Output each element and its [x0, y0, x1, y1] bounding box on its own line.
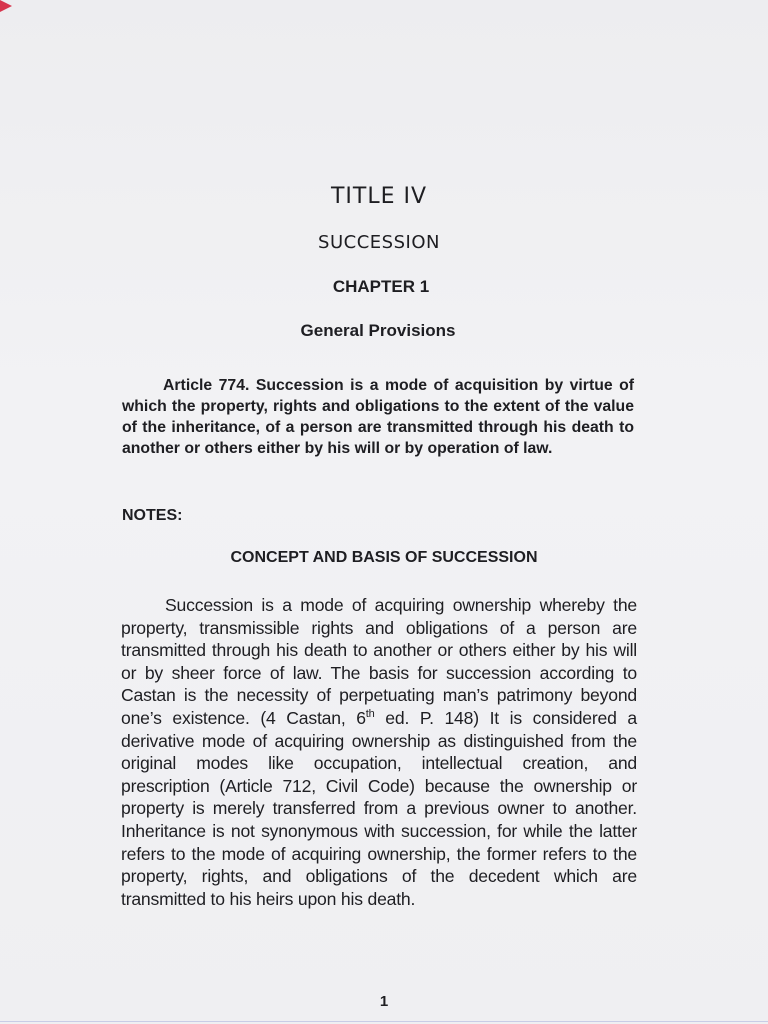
article-774-text: Article 774. Succession is a mode of acquisition by virtue of which the property, rights and obligations to the extent of the value of the inheritance, of a person are transmitted through his death to another or others either by his will or by operation of law.	[122, 377, 634, 457]
body-text-part-2: ed. P. 148) It is considered a derivative mode of acquiring ownership as distinguished from the original modes like occupation, intellectual creation, and prescription (Article 712, Civil Code) because the ownership or property is merely transferred from a previous owner to another. Inheritance is not synonymous with succession, for while the latter refers to the mode of acquiring ownership, the former refers to the property, rights, and obligations of the decedent which are transmitted to his heirs upon his death.	[121, 707, 637, 909]
title-heading: TITLE IV	[330, 184, 428, 209]
subtitle-heading: SUCCESSION	[318, 232, 440, 253]
page-number: 1	[379, 993, 389, 1010]
chapter-heading: CHAPTER 1	[332, 277, 430, 296]
notes-label: NOTES:	[122, 507, 183, 524]
body-text-part-1: Succession is a mode of acquiring ownership whereby the property, transmissible rights and obligations of a person are transmitted through his death to another or others either by his will or by sheer force of law. The basis for succession according to Castan is the necessity of perpetuating man’s patrimony beyond one’s existence. (4 Castan, 6	[121, 595, 637, 728]
concept-heading: CONCEPT AND BASIS OF SUCCESSION	[230, 549, 538, 566]
corner-marker-icon	[0, 0, 12, 12]
edition-superscript: th	[365, 708, 375, 721]
body-paragraph	[121, 594, 637, 910]
bottom-edge-line	[0, 1021, 768, 1022]
section-title: General Provisions	[300, 321, 456, 340]
